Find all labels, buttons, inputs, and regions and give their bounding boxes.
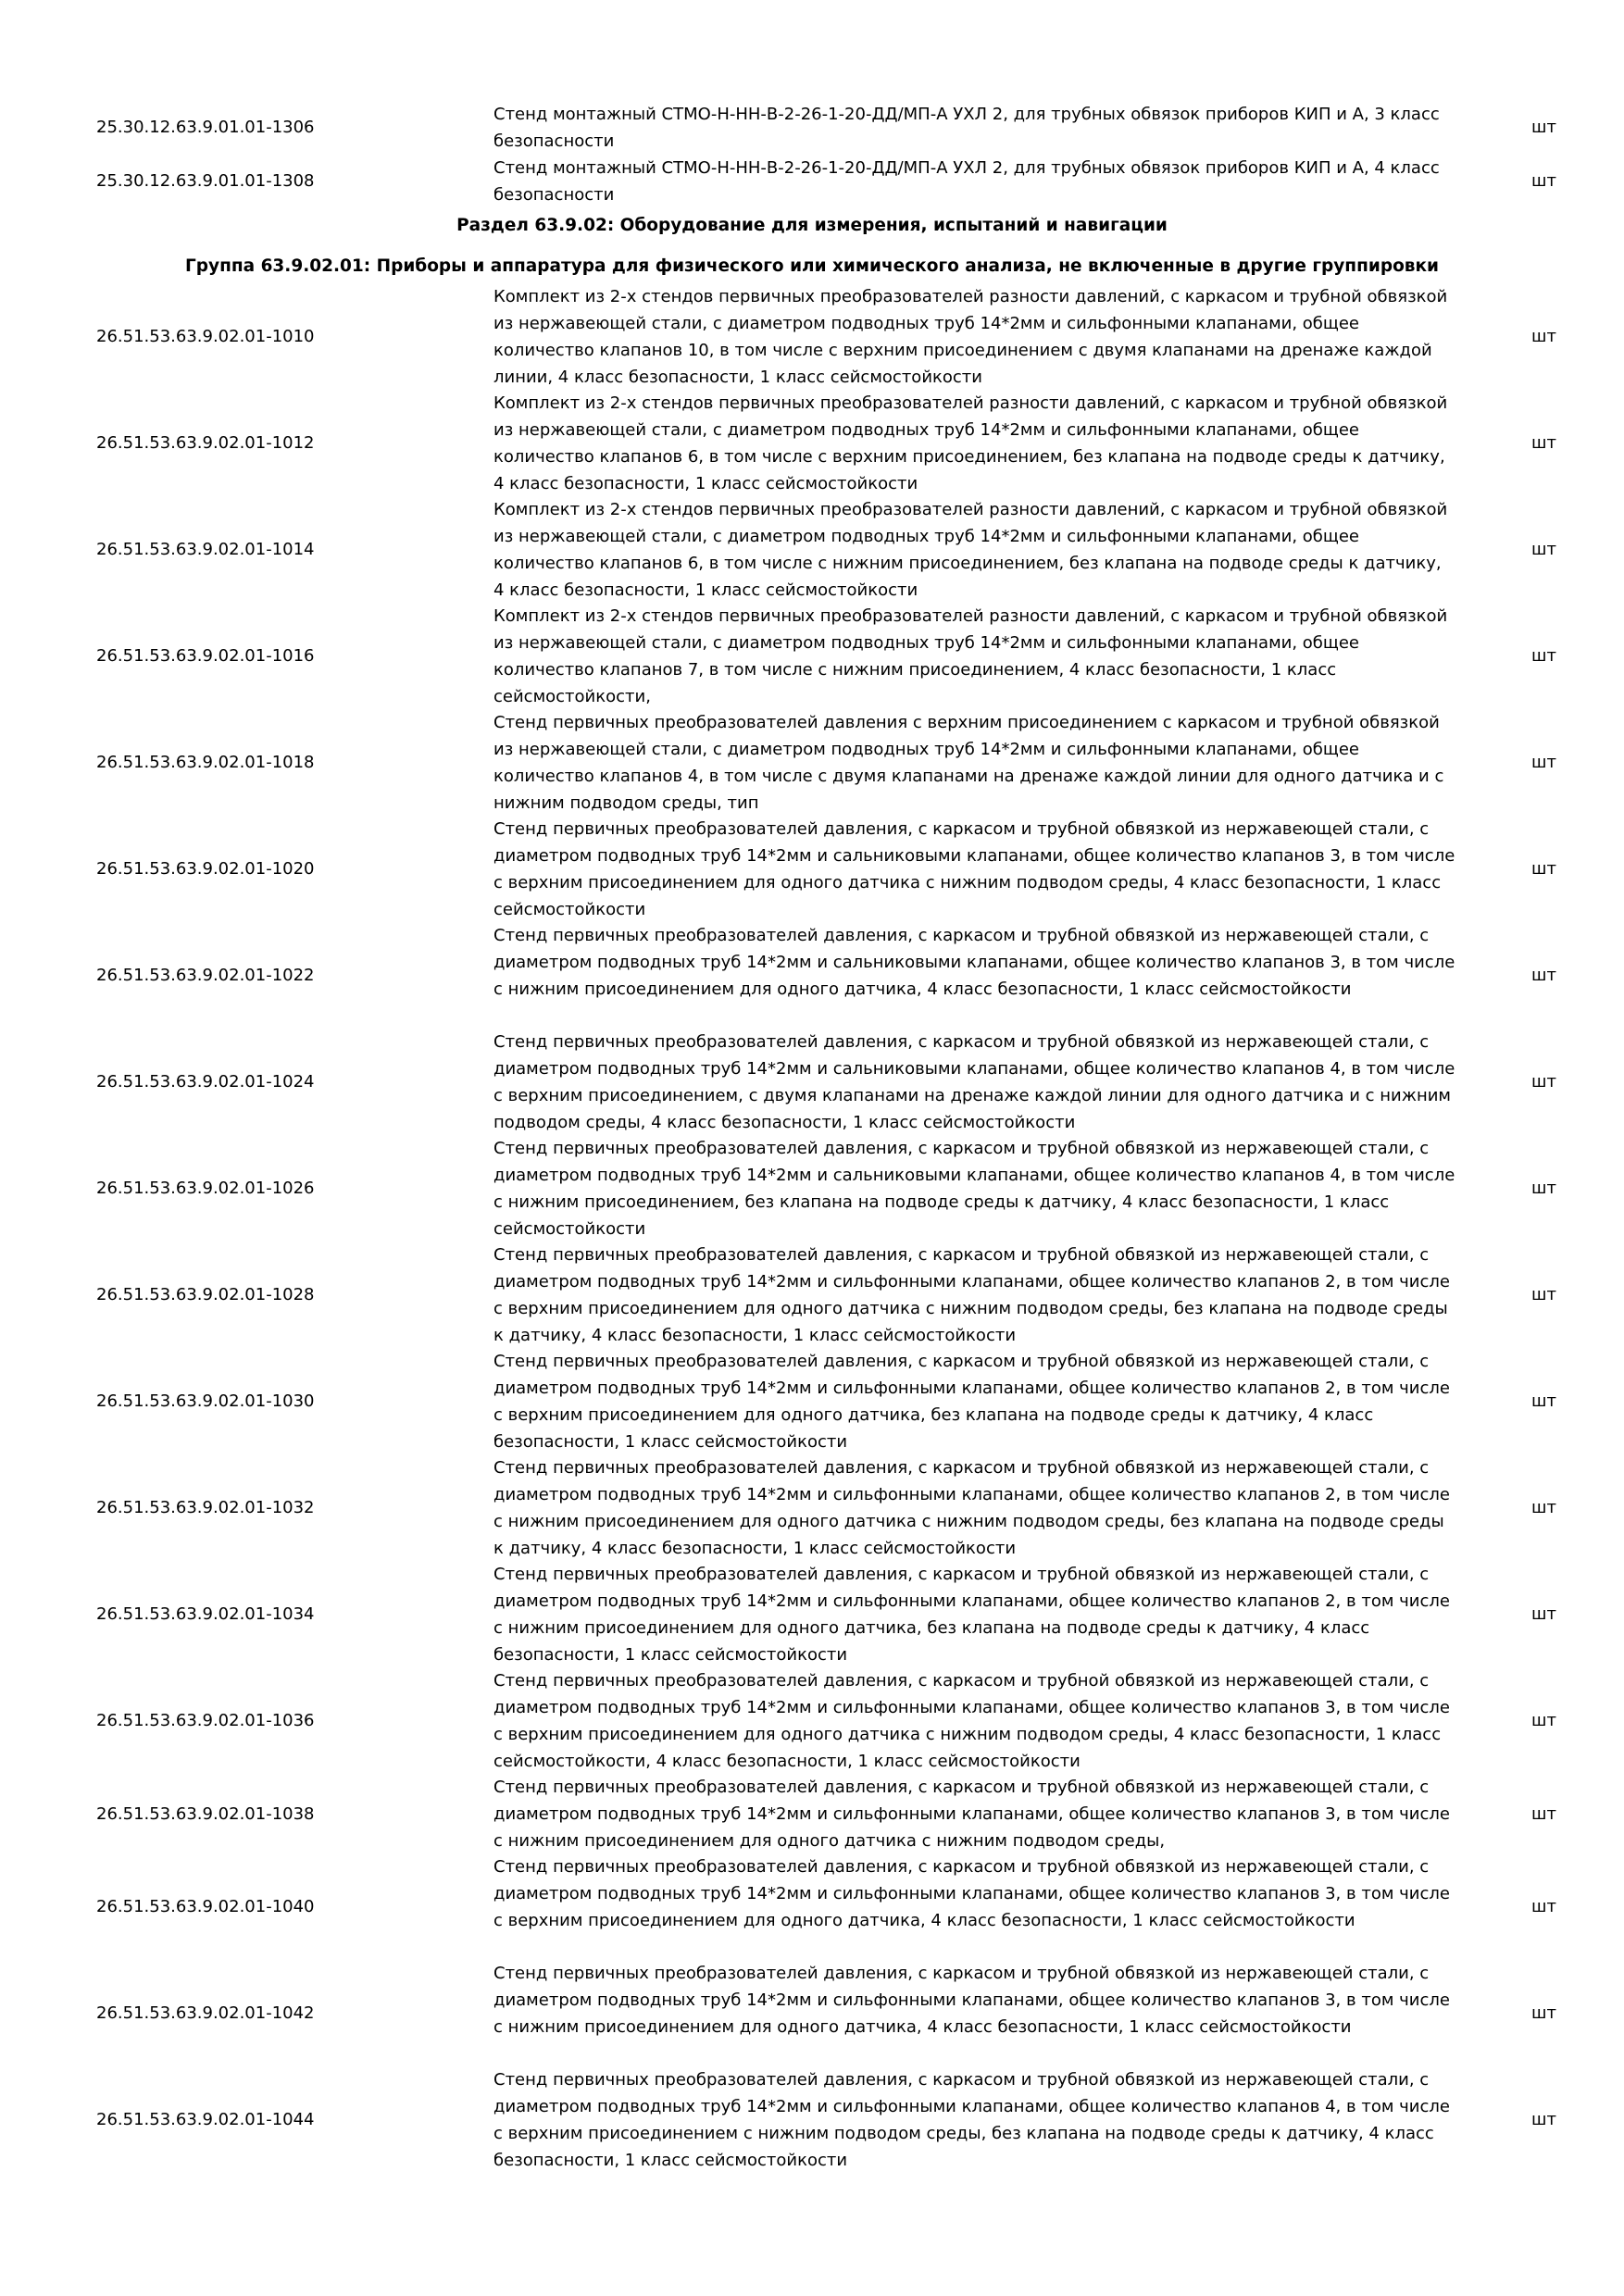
- row-description: Комплект из 2-х стендов первичных преобразователей разности давлений, с каркасом и трубной обвязкой из нержавеющей стали, с диаметром подводных труб 14*2мм и сильфонными клапанами, общее количество клапанов 7, в том числе с нижним присоединением, 4 класс безопасности, 1 класс сейсмостойкости,: [493, 606, 1448, 706]
- table-row: [0, 1667, 1624, 1774]
- row-code: 26.51.53.63.9.02.01-1020: [96, 859, 315, 879]
- table-row: [0, 1242, 1624, 1348]
- table-row: [0, 1454, 1624, 1561]
- row-code: 26.51.53.63.9.02.01-1034: [96, 1604, 315, 1624]
- row-code: 25.30.12.63.9.01.01-1308: [96, 171, 315, 191]
- row-description: Стенд первичных преобразователей давления, с каркасом и трубной обвязкой из нержавеющей стали, с диаметром подводных труб 14*2мм и сальниковыми клапанами, общее количество клапанов 4, в том числе с верхним присоединением, с двумя клапанами на дренаже каждой линии для одного датчика и с нижним подводом среды, 4 класс безопасности, 1 класс сейсмостойкости: [493, 1032, 1455, 1132]
- row-code: 26.51.53.63.9.02.01-1012: [96, 433, 315, 453]
- table-row: [0, 1960, 1624, 2066]
- table-row: [0, 2066, 1624, 2173]
- table-row: [0, 816, 1624, 922]
- row-code: 26.51.53.63.9.02.01-1022: [96, 966, 315, 985]
- row-unit: шт: [1531, 1391, 1556, 1411]
- table-row: [0, 922, 1624, 1029]
- row-description: Комплект из 2-х стендов первичных преобразователей разности давлений, с каркасом и трубной обвязкой из нержавеющей стали, с диаметром подводных труб 14*2мм и сильфонными клапанами, общее количество клапанов 6, в том числе с верхним присоединением, без клапана на подводе среды к датчику, 4 класс безопасности, 1 класс сейсмостойкости: [493, 393, 1448, 493]
- row-unit: шт: [1531, 1711, 1556, 1730]
- row-code: 26.51.53.63.9.02.01-1038: [96, 1804, 315, 1824]
- row-description: Стенд первичных преобразователей давления, с каркасом и трубной обвязкой из нержавеющей стали, с диаметром подводных труб 14*2мм и сальниковыми клапанами, общее количество клапанов 3, в том числе с верхним присоединением для одного датчика с нижним подводом среды, 4 класс безопасности, 1 класс сейсмостойкости: [493, 819, 1455, 919]
- row-description: Комплект из 2-х стендов первичных преобразователей разности давлений, с каркасом и трубной обвязкой из нержавеющей стали, с диаметром подводных труб 14*2мм и сильфонными клапанами, общее количество клапанов 10, в том числе с верхним присоединением с двумя клапанами на дренаже каждой линии, 4 класс безопасности, 1 класс сейсмостойкости: [493, 287, 1448, 387]
- row-unit: шт: [1531, 2003, 1556, 2023]
- row-code: 26.51.53.63.9.02.01-1032: [96, 1498, 315, 1517]
- row-code: 26.51.53.63.9.02.01-1010: [96, 327, 315, 346]
- row-description: Стенд первичных преобразователей давления, с каркасом и трубной обвязкой из нержавеющей стали, с диаметром подводных труб 14*2мм и сильфонными клапанами, общее количество клапанов 3, в том числе с нижним присоединением для одного датчика с нижним подводом среды,: [493, 1778, 1450, 1851]
- row-description: Стенд первичных преобразователей давления, с каркасом и трубной обвязкой из нержавеющей стали, с диаметром подводных труб 14*2мм и сильфонными клапанами, общее количество клапанов 2, в том числе с верхним присоединением для одного датчика, без клапана на подводе среды к датчику, 4 класс безопасности, 1 класс сейсмостойкости: [493, 1352, 1450, 1452]
- row-unit: шт: [1531, 433, 1556, 453]
- table-row: [0, 155, 1624, 208]
- row-description: Стенд первичных преобразователей давления, с каркасом и трубной обвязкой из нержавеющей стали, с диаметром подводных труб 14*2мм и сильфонными клапанами, общее количество клапанов 3, в том числе с нижним присоединением для одного датчика, 4 класс безопасности, 1 класс сейсмостойкости: [493, 1964, 1450, 2037]
- group-title: Группа 63.9.02.01: Приборы и аппаратура для физического или химического анализа, не включенные в другие группировки: [184, 256, 1439, 276]
- table-row: [0, 101, 1624, 155]
- row-unit: шт: [1531, 1804, 1556, 1824]
- row-code: 26.51.53.63.9.02.01-1016: [96, 646, 315, 666]
- row-unit: шт: [1531, 2110, 1556, 2129]
- row-description: Стенд первичных преобразователей давления, с каркасом и трубной обвязкой из нержавеющей стали, с диаметром подводных труб 14*2мм и сильфонными клапанами, общее количество клапанов 3, в том числе с верхним присоединением для одного датчика с нижним подводом среды, 4 класс безопасности, 1 класс сейсмостойкости, 4 класс безопасности, 1 класс сейсмостойкости: [493, 1671, 1450, 1771]
- table-row: [0, 603, 1624, 709]
- row-description: Стенд первичных преобразователей давления с верхним присоединением с каркасом и трубной обвязкой из нержавеющей стали, с диаметром подводных труб 14*2мм и сильфонными клапанами, общее количество клапанов 4, в том числе с двумя клапанами на дренаже каждой линии для одного датчика и с нижним подводом среды, тип: [493, 713, 1444, 813]
- table-row: [0, 1853, 1624, 1960]
- table-row: [0, 390, 1624, 496]
- row-code: 26.51.53.63.9.02.01-1014: [96, 540, 315, 559]
- row-unit: шт: [1531, 1179, 1556, 1198]
- row-code: 26.51.53.63.9.02.01-1040: [96, 1897, 315, 1916]
- row-unit: шт: [1531, 171, 1556, 191]
- row-unit: шт: [1531, 118, 1556, 137]
- table-row: [0, 1029, 1624, 1135]
- row-unit: шт: [1531, 859, 1556, 879]
- row-code: 26.51.53.63.9.02.01-1028: [96, 1285, 315, 1304]
- row-description: Стенд первичных преобразователей давления, с каркасом и трубной обвязкой из нержавеющей стали, с диаметром подводных труб 14*2мм и сильфонными клапанами, общее количество клапанов 2, в том числе с верхним присоединением для одного датчика с нижним подводом среды, без клапана на подводе среды к датчику, 4 класс безопасности, 1 класс сейсмостойкости: [493, 1245, 1450, 1345]
- row-unit: шт: [1531, 540, 1556, 559]
- row-unit: шт: [1531, 646, 1556, 666]
- row-description: Стенд монтажный СТМО-Н-НН-В-2-26-1-20-ДД/МП-А УХЛ 2, для трубных обвязок приборов КИП и А, 4 класс безопасности: [493, 158, 1440, 205]
- row-unit: шт: [1531, 1604, 1556, 1624]
- row-description: Стенд первичных преобразователей давления, с каркасом и трубной обвязкой из нержавеющей стали, с диаметром подводных труб 14*2мм и сильфонными клапанами, общее количество клапанов 4, в том числе с верхним присоединением с нижним подводом среды, без клапана на подводе среды к датчику, 4 класс безопасности, 1 класс сейсмостойкости: [493, 2070, 1450, 2170]
- row-unit: шт: [1531, 1498, 1556, 1517]
- row-unit: шт: [1531, 753, 1556, 772]
- row-code: 26.51.53.63.9.02.01-1026: [96, 1179, 315, 1198]
- table-row: [0, 1135, 1624, 1242]
- row-code: 26.51.53.63.9.02.01-1044: [96, 2110, 315, 2129]
- row-unit: шт: [1531, 327, 1556, 346]
- row-description: Комплект из 2-х стендов первичных преобразователей разности давлений, с каркасом и трубной обвязкой из нержавеющей стали, с диаметром подводных труб 14*2мм и сильфонными клапанами, общее количество клапанов 6, в том числе с нижним присоединением, без клапана на подводе среды к датчику, 4 класс безопасности, 1 класс сейсмостойкости: [493, 500, 1448, 600]
- section-title: Раздел 63.9.02: Оборудование для измерения, испытаний и навигации: [456, 216, 1168, 235]
- row-description: Стенд монтажный СТМО-Н-НН-В-2-26-1-20-ДД/МП-А УХЛ 2, для трубных обвязок приборов КИП и А, 3 класс безопасности: [493, 105, 1440, 151]
- row-description: Стенд первичных преобразователей давления, с каркасом и трубной обвязкой из нержавеющей стали, с диаметром подводных труб 14*2мм и сальниковыми клапанами, общее количество клапанов 4, в том числе с нижним присоединением, без клапана на подводе среды к датчику, 4 класс безопасности, 1 класс сейсмостойкости: [493, 1139, 1455, 1239]
- row-code: 25.30.12.63.9.01.01-1306: [96, 118, 315, 137]
- row-code: 26.51.53.63.9.02.01-1042: [96, 2003, 315, 2023]
- row-description: Стенд первичных преобразователей давления, с каркасом и трубной обвязкой из нержавеющей стали, с диаметром подводных труб 14*2мм и сальниковыми клапанами, общее количество клапанов 3, в том числе с нижним присоединением для одного датчика, 4 класс безопасности, 1 класс сейсмостойкости: [493, 926, 1455, 999]
- row-description: Стенд первичных преобразователей давления, с каркасом и трубной обвязкой из нержавеющей стали, с диаметром подводных труб 14*2мм и сильфонными клапанами, общее количество клапанов 2, в том числе с нижним присоединением для одного датчика, без клапана на подводе среды к датчику, 4 класс безопасности, 1 класс сейсмостойкости: [493, 1565, 1450, 1665]
- row-unit: шт: [1531, 1897, 1556, 1916]
- row-code: 26.51.53.63.9.02.01-1024: [96, 1072, 315, 1092]
- table-row: [0, 1561, 1624, 1667]
- table-row: [0, 709, 1624, 816]
- table-row: [0, 496, 1624, 603]
- row-description: Стенд первичных преобразователей давления, с каркасом и трубной обвязкой из нержавеющей стали, с диаметром подводных труб 14*2мм и сильфонными клапанами, общее количество клапанов 2, в том числе с нижним присоединением для одного датчика с нижним подводом среды, без клапана на подводе среды к датчику, 4 класс безопасности, 1 класс сейсмостойкости: [493, 1458, 1450, 1558]
- table-row: [0, 1774, 1624, 1853]
- row-unit: шт: [1531, 966, 1556, 985]
- row-code: 26.51.53.63.9.02.01-1018: [96, 753, 315, 772]
- row-unit: шт: [1531, 1285, 1556, 1304]
- table-row: [0, 283, 1624, 390]
- table-row: [0, 1348, 1624, 1454]
- row-code: 26.51.53.63.9.02.01-1030: [96, 1391, 315, 1411]
- row-code: 26.51.53.63.9.02.01-1036: [96, 1711, 315, 1730]
- row-unit: шт: [1531, 1072, 1556, 1092]
- row-description: Стенд первичных преобразователей давления, с каркасом и трубной обвязкой из нержавеющей стали, с диаметром подводных труб 14*2мм и сильфонными клапанами, общее количество клапанов 3, в том числе с верхним присоединением для одного датчика, 4 класс безопасности, 1 класс сейсмостойкости: [493, 1857, 1450, 1930]
